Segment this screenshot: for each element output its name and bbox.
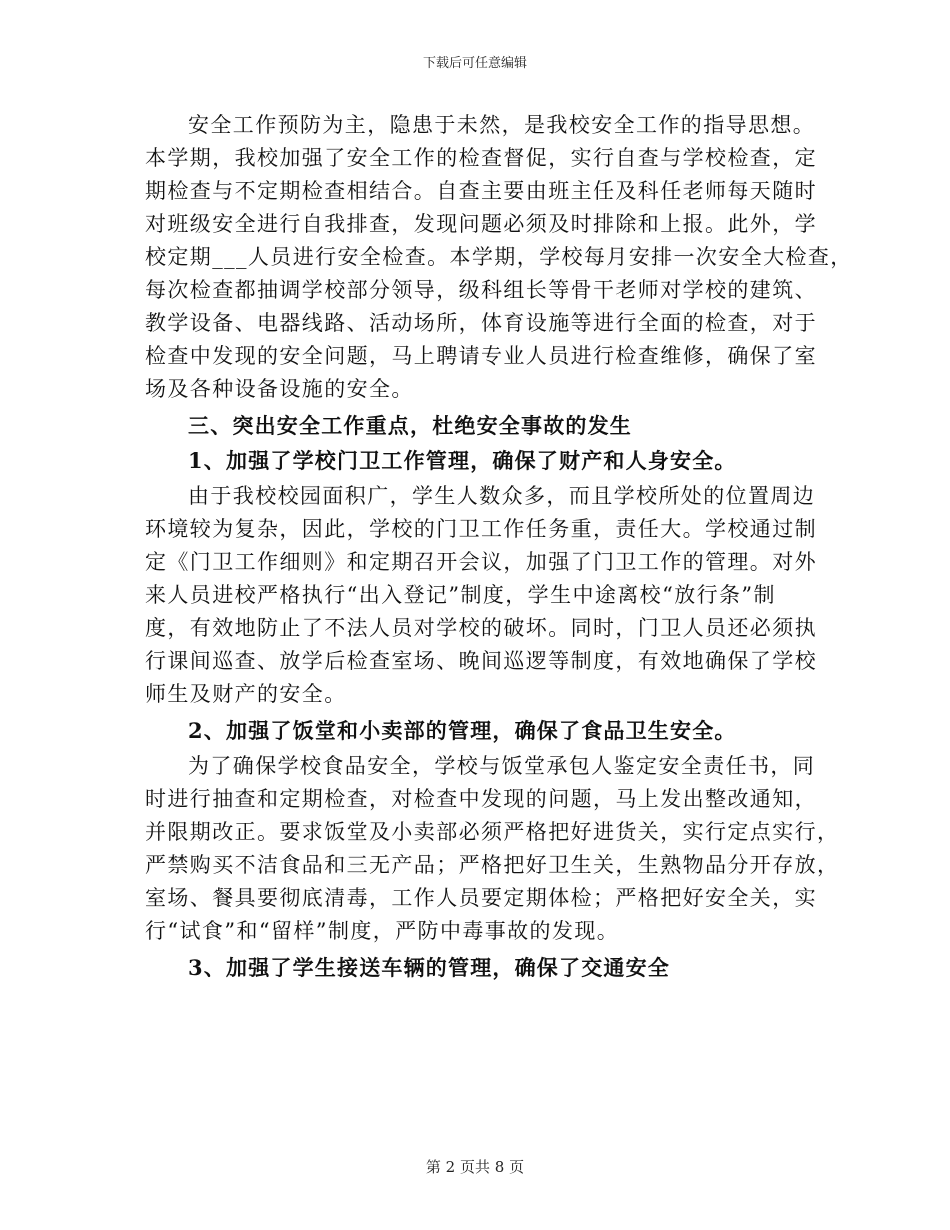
section-heading: 三、突出安全工作重点，杜绝安全事故的发生 — [188, 413, 632, 438]
subsection-heading: 3、加强了学生接送车辆的管理，确保了交通安全 — [188, 955, 671, 980]
paragraph-line: 室场、餐具要彻底清毒，工作人员要定期体检；严格把好安全关，实 — [145, 886, 817, 910]
paragraph-line: 来人员进校严格执行“出入登记”制度，学生中途离校“放行条”制 — [145, 583, 776, 607]
paragraph-line: 校定期___人员进行安全检查。本学期，学校每月安排一次安全大检查， — [145, 245, 853, 269]
paragraph-line: 检查中发现的安全问题，马上聘请专业人员进行检查维修，确保了室 — [145, 344, 817, 368]
paragraph-line: 度，有效地防止了不法人员对学校的破坏。同时，门卫人员还必须执 — [145, 616, 817, 640]
page-footer: 第 2 页共 8 页 — [425, 1158, 525, 1176]
paragraph-line: 师生及财产的安全。 — [145, 682, 347, 706]
subsection-heading: 1、加强了学校门卫工作管理，确保了财产和人身安全。 — [188, 448, 737, 473]
paragraph-line: 教学设备、电器线路、活动场所，体育设施等进行全面的检查，对于 — [145, 311, 817, 335]
paragraph-line: 安全工作预防为主，隐患于未然，是我校安全工作的指导思想。 — [188, 113, 816, 137]
paragraph-line: 行课间巡查、放学后检查室场、晚间巡逻等制度，有效地确保了学校 — [145, 649, 817, 673]
paragraph-line: 场及各种设备设施的安全。 — [145, 377, 414, 401]
paragraph-line: 对班级安全进行自我排查，发现问题必须及时排除和上报。此外，学 — [145, 212, 817, 236]
paragraph-line: 并限期改正。要求饭堂及小卖部必须严格把好进货关，实行定点实行， — [145, 820, 840, 844]
paragraph-line: 由于我校校园面积广，学生人数众多，而且学校所处的位置周边 — [188, 484, 816, 508]
paragraph-line: 每次检查都抽调学校部分领导，级科组长等骨干老师对学校的建筑、 — [145, 278, 817, 302]
paragraph-line: 定《门卫工作细则》和定期召开会议，加强了门卫工作的管理。对外 — [145, 550, 817, 574]
paragraph-line: 严禁购买不洁食品和三无产品；严格把好卫生关，生熟物品分开存放， — [145, 853, 840, 877]
subsection-heading: 2、加强了饭堂和小卖部的管理，确保了食品卫生安全。 — [188, 718, 737, 743]
page-header: 下载后可任意编辑 — [422, 56, 527, 71]
paragraph-line: 为了确保学校食品安全，学校与饭堂承包人鉴定安全责任书，同 — [188, 754, 816, 778]
paragraph-line: 行“试食”和“留样”制度，严防中毒事故的发现。 — [145, 919, 620, 943]
paragraph-line: 本学期，我校加强了安全工作的检查督促，实行自查与学校检查，定 — [145, 146, 817, 170]
paragraph-line: 时进行抽查和定期检查，对检查中发现的问题，马上发出整改通知， — [145, 787, 817, 811]
paragraph-line: 环境较为复杂，因此，学校的门卫工作任务重，责任大。学校通过制 — [145, 517, 817, 541]
paragraph-line: 期检查与不定期检查相结合。自查主要由班主任及科任老师每天随时 — [145, 179, 817, 203]
